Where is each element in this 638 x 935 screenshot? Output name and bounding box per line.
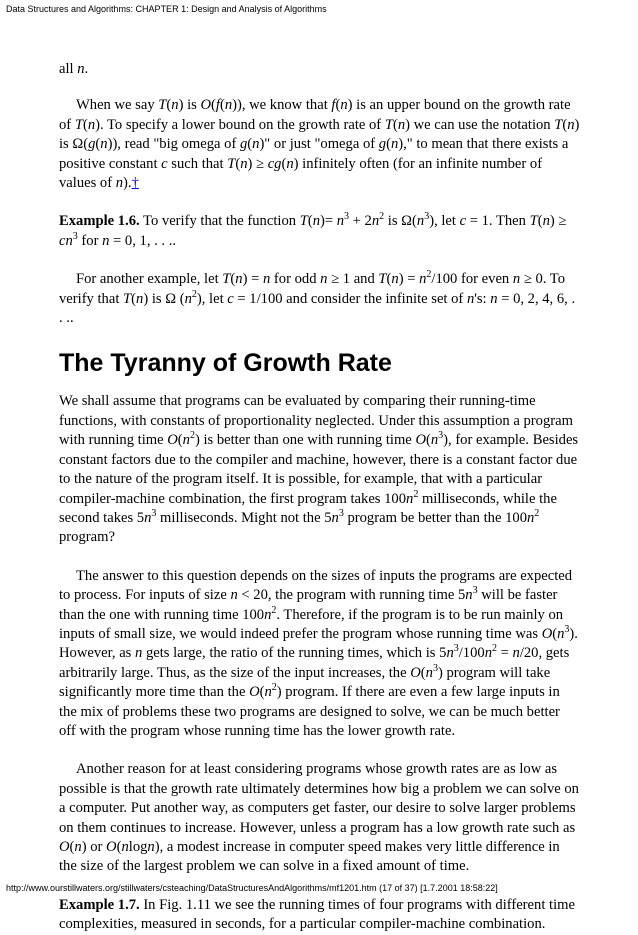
page-footer: http://www.ourstillwaters.org/stillwaters/csteaching/DataStructuresAndAlgorithms/mf1201.htm (17 of 37) [1.7.2001 18:58:22] — [6, 883, 498, 893]
page-header: Data Structures and Algorithms: CHAPTER 1: Design and Analysis of Algorithms — [6, 4, 327, 14]
paragraph-assumption: We shall assume that programs can be evaluated by comparing their running-time functions, with constants of proportionality neglected. Under this assumption a program with running time $O(n^2)$ is better than one with running time $O(n^3)$, for example. Besides constant factors due to the compiler and machine, however, there is a constant factor due to the nature of the program itself. It is possible, for example, that with a particular compiler-machine combination, the first program takes $100n^2$ milliseconds, while the second takes $5n^3$ milliseconds. Might not the $5n^3$ program be better than the $100n^2$ program? — [59, 393, 579, 546]
footnote-link[interactable]: † — [131, 175, 139, 192]
paragraph-another-reason: Another reason for at least considering programs whose growth rates are as low as possible is that the growth rate ultimately determines how big a problem we can solve on a computer. Put another way, as computers get faster, our desire to solve larger problems on them continues to increase. However, unless a program has a low growth rate such as O(n) or O(nlogn), a modest increase in computer speed makes very little difference in the size of the largest problem we can solve in a fixed amount of time. — [59, 761, 579, 875]
example-1-6: Example 1.6. To verify that the function $T(n)= n^3 + 2n^2$ is $\Omega(n^3)$, let c = 1. Then $T(n) \ge cn^3$ for n = 0, 1, . . .. — [59, 211, 567, 249]
paragraph-omega-definition: When we say T(n) is O(f(n)), we know that f(n) is an upper bound on the growth rate of T(n). To specify a lower bound on the growth rate of T(n) we can use the notation T(n) is Ω(g(n)), read "big omega of g(n)" or just "omega of g(n)," to mean that there exists a positive constant c such that T(n) ≥ cg(n) infinitely often (for an infinite number of values of n).† — [59, 97, 580, 192]
section-heading: The Tyranny of Growth Rate — [59, 349, 392, 378]
paragraph-another-example: For another example, let T(n) = n for odd n ≥ 1 and $T(n) = n^2/100$ for even n ≥ 0. To verify that T(n) is Ω $(n^2)$, let c = 1/100 and consider the infinite set of n's: n = 0, 2, 4, 6, . . .. — [59, 269, 576, 327]
example-1-7: Example 1.7. In Fig. 1.11 we see the running times of four programs with different time complexities, measured in seconds, for a particular compiler-machine combination. — [59, 896, 575, 933]
document-body — [59, 56, 580, 935]
paragraph-continuation: all n. — [59, 61, 89, 77]
paragraph-answer: The answer to this question depends on the sizes of inputs the programs are expected to process. For inputs of size n < 20, the program with running time $5n^3$ will be faster than the one with running time $100n^2$. Therefore, if the program is to be run mainly on inputs of small size, we would indeed prefer the program whose running time was $O(n^3)$. However, as n gets large, the ratio of the running times, which is $5n^3/100n^2 = n/20$, gets arbitrarily large. Thus, as the size of the input increases, the $O(n^3)$ program will take significantly more time than the $O(n^2)$ program. If there are even a few large inputs in the mix of problems these two programs are designed to solve, we can be much better off with the program whose running time has the lower growth rate. — [59, 567, 578, 739]
